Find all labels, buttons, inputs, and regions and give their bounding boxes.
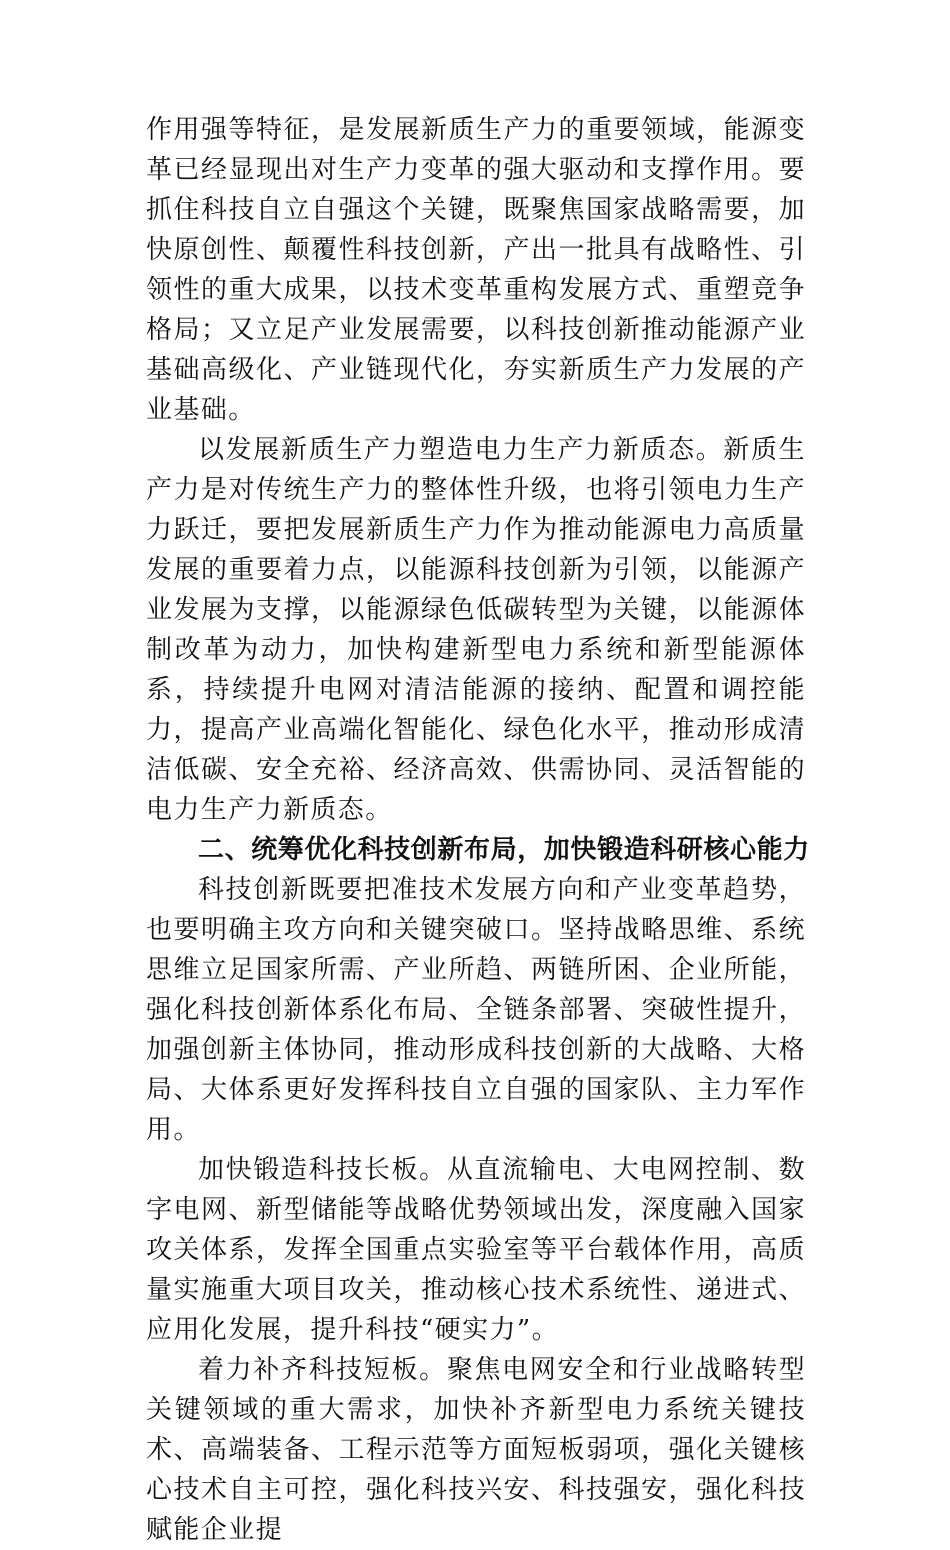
section-heading-2: 二、统筹优化科技创新布局，加快锻造科研核心能力 (198, 835, 810, 865)
paragraph-new-quality-productivity: 以发展新质生产力塑造电力生产力新质态。新质生产力是对传统生产力的整体性升级，也将引领电力生产力跃迁，要把发展新质生产力作为推动能源电力高质量发展的重要着力点，以能源科技创新为引领，以能源产业发展为支撑，以能源绿色低碳转型为关键，以能源体制改革为动力，加快构建新型电力系统和新型能源体系，持续提升电网对清洁能源的接纳、配置和调控能力，提高产业高端化智能化、绿色化水平，推动形成清洁低碳、安全充裕、经济高效、供需协同、灵活智能的电力生产力新质态。 (146, 435, 806, 825)
paragraph-weaknesses: 着力补齐科技短板。聚焦电网安全和行业战略转型关键领域的重大需求，加快补齐新型电力系统关键技术、高端装备、工程示范等方面短板弱项，强化关键核心技术自主可控，强化科技兴安、科技强安，强化科技赋能企业提 (146, 1355, 806, 1545)
paragraph-innovation-layout: 科技创新既要把准技术发展方向和产业变革趋势，也要明确主攻方向和关键突破口。坚持战略思维、系统思维立足国家所需、产业所趋、两链所困、企业所能，强化科技创新体系化布局、全链条部署、突破性提升，加强创新主体协同，推动形成科技创新的大战略、大格局、大体系更好发挥科技自立自强的国家队、主力军作用。 (146, 875, 806, 1145)
paragraph-energy-revolution: 作用强等特征，是发展新质生产力的重要领域，能源变革已经显现出对生产力变革的强大驱动和支撑作用。要抓住科技自立自强这个关键，既聚焦国家战略需要，加快原创性、颠覆性科技创新，产出一批具有战略性、引领性的重大成果，以技术变革重构发展方式、重塑竞争格局；又立足产业发展需要，以科技创新推动能源产业基础高级化、产业链现代化，夯实新质生产力发展的产业基础。 (146, 115, 806, 425)
document-page (146, 110, 810, 1550)
paragraph-strengths: 加快锻造科技长板。从直流输电、大电网控制、数字电网、新型储能等战略优势领域出发，深度融入国家攻关体系，发挥全国重点实验室等平台载体作用，高质量实施重大项目攻关，推动核心技术系统性、递进式、应用化发展，提升科技“硬实力”。 (146, 1155, 806, 1345)
